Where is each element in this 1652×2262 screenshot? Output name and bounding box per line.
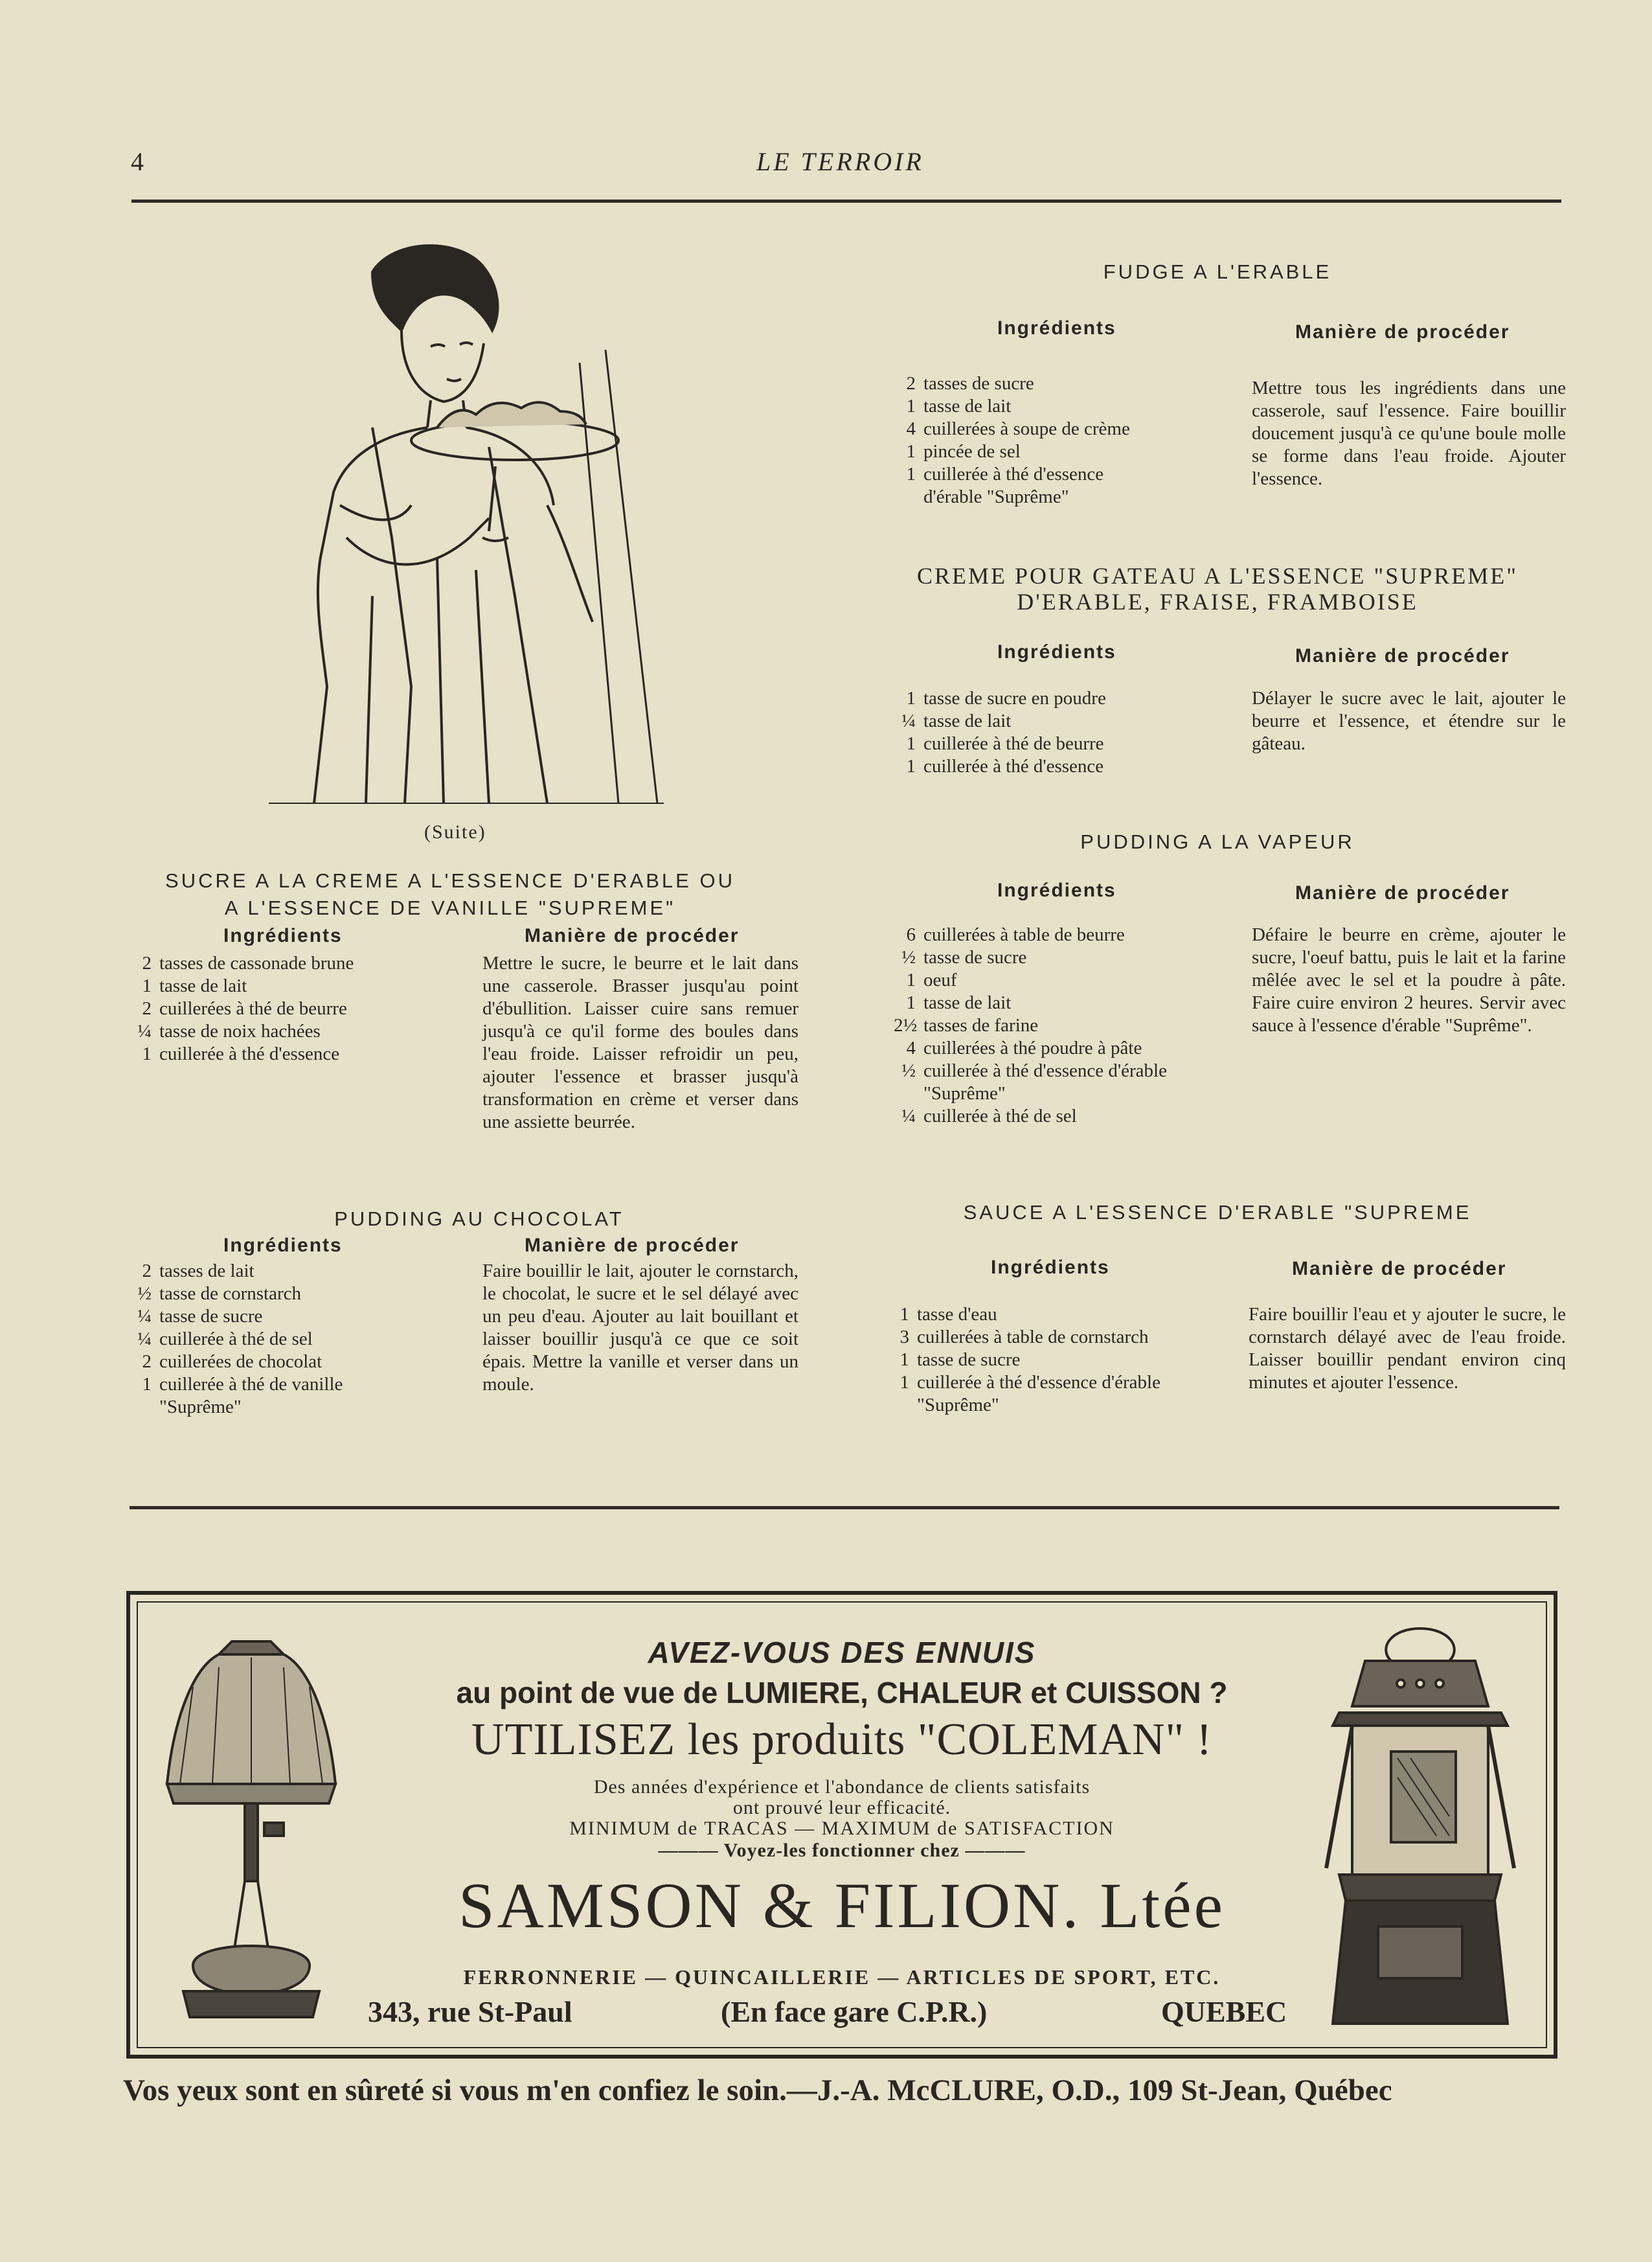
ingredient-quantity: 4 <box>906 1038 916 1058</box>
creme-ingredients-heading: Ingrédients <box>997 641 1116 663</box>
ingredient-item <box>894 924 1230 946</box>
chocolat-ingredients-heading: Ingrédients <box>223 1235 343 1256</box>
ingredient-text: oeuf <box>923 970 957 990</box>
ad-city: QUEBEC <box>1161 1995 1287 2028</box>
ingredient-item <box>894 992 1230 1014</box>
ingredient-item <box>894 395 1230 418</box>
ingredient-quantity: 1 <box>900 1372 909 1393</box>
chocolat-title: PUDDING AU CHOCOLAT <box>334 1207 624 1230</box>
ad-headline: AVEZ-VOUS DES ENNUIS <box>648 1636 1036 1669</box>
chocolat-method-heading: Manière de procéder <box>525 1235 740 1256</box>
ingredient-item <box>130 1020 466 1043</box>
ingredient-item <box>130 1396 466 1419</box>
ad-coleman-slogan: UTILISEZ les produits "COLEMAN" ! <box>471 1715 1212 1765</box>
ingredient-item <box>894 486 1230 508</box>
ingredient-quantity: 3 <box>900 1327 909 1347</box>
ingredient-item <box>887 1371 1217 1417</box>
ingredient-quantity: 4 <box>906 418 916 439</box>
sucre-ingredients-heading: Ingrédients <box>223 925 343 946</box>
ingredient-item <box>130 1351 466 1373</box>
ingredient-text: cuillerée à thé d'essence <box>923 464 1104 485</box>
fudge-method-text: Mettre tous les ingrédients dans une casserole, sauf l'essence. Faire bouillir doucement jusqu'à ce qu'une boule molle se forme dans l'eau froide. Ajouter l'essence. <box>1252 378 1566 489</box>
ingredient-item <box>887 1326 1217 1349</box>
ingredient-quantity: ½ <box>901 1060 916 1081</box>
chocolat-ingredient-list <box>130 1260 466 1419</box>
ingredient-item <box>887 1349 1217 1371</box>
vapeur-method-heading: Manière de procéder <box>1295 882 1510 904</box>
ad-subheadline: au point de vue de LUMIERE, CHALEUR et CUISSON ? <box>456 1676 1228 1709</box>
ingredient-quantity: 2 <box>142 998 152 1019</box>
ingredient-item <box>130 1328 466 1351</box>
ingredient-text: cuillerées à thé de beurre <box>159 998 347 1019</box>
sauce-method-text: Faire bouillir l'eau et y ajouter le sucre, le cornstarch délayé avec de l'eau froide. Laisser bouillir pendant environ cinq minutes et ajouter l'essence. <box>1249 1304 1566 1393</box>
ingredient-quantity: 1 <box>906 733 916 754</box>
ingredient-item <box>130 952 466 975</box>
ingredient-quantity: 1 <box>906 992 916 1013</box>
ingredient-text: tasses de cassonade brune <box>159 953 354 974</box>
ingredient-text: tasse de lait <box>923 711 1012 731</box>
ingredient-quantity: 1 <box>142 1044 152 1064</box>
vapeur-method-text: Défaire le beurre en crème, ajouter le sucre, l'oeuf battu, puis le lait et la farine mêlée avec le sel et la poudre à pâte. Faire cuire environ 2 heures. Servir avec sauce à l'essence d'érable "Suprême". <box>1252 924 1566 1036</box>
ingredient-text: tasses de farine <box>923 1015 1039 1036</box>
ingredient-text: cuillerée à thé d'essence <box>159 1044 340 1064</box>
sucre-method-heading: Manière de procéder <box>525 925 740 946</box>
creme-ingredient-list <box>894 687 1230 778</box>
fudge-ingredients-heading: Ingrédients <box>997 317 1116 339</box>
woman-with-tray-illustration <box>243 233 696 816</box>
ingredient-item <box>887 1303 1217 1326</box>
sauce-title: SAUCE A L'ESSENCE D'ERABLE "SUPREME <box>963 1201 1472 1224</box>
ad-trades: FERRONNERIE — QUINCAILLERIE — ARTICLES DE SPORT, ETC. <box>463 1965 1221 1989</box>
ingredient-quantity: 1 <box>906 970 916 990</box>
ingredient-text: tasse de sucre <box>159 1306 263 1327</box>
ad-voyez-label: Voyez-les fonctionner chez <box>723 1840 960 1861</box>
ingredient-item <box>894 710 1230 733</box>
fudge-method-heading: Manière de procéder <box>1295 321 1510 343</box>
fudge-title: FUDGE A L'ERABLE <box>1103 260 1332 283</box>
ingredient-quantity: 2 <box>142 1351 152 1372</box>
ingredient-item <box>894 969 1230 992</box>
ingredient-quantity: 1 <box>906 396 916 417</box>
ad-text-voyez <box>138 1840 1546 1862</box>
ingredient-item <box>894 1060 1230 1105</box>
ingredient-text: tasse de lait <box>923 992 1012 1013</box>
vapeur-title: PUDDING A LA VAPEUR <box>1080 830 1355 853</box>
ingredient-text: tasse de sucre en poudre <box>923 688 1106 709</box>
ingredient-text: tasses de lait <box>159 1261 255 1281</box>
fudge-ingredient-list <box>894 372 1230 508</box>
ingredient-quantity: 1 <box>906 464 916 485</box>
ingredient-quantity: 2 <box>906 373 916 394</box>
ingredient-quantity: 6 <box>906 924 916 945</box>
ingredient-text: cuillerée à thé d'essence d'érable "Suprême" <box>917 1372 1160 1415</box>
ingredient-item <box>894 1014 1230 1037</box>
page-number: 4 <box>131 147 144 176</box>
ingredient-item <box>894 946 1230 969</box>
ad-text-efficacite: ont prouvé leur efficacité. <box>732 1797 951 1818</box>
ingredient-item <box>130 1043 466 1066</box>
ingredient-text: cuillerées à table de beurre <box>923 924 1125 945</box>
illustration-caption: (Suite) <box>424 821 486 843</box>
ingredient-item <box>130 998 466 1020</box>
ingredient-text: cuillerées à thé poudre à pâte <box>923 1038 1142 1058</box>
vapeur-ingredients-heading: Ingrédients <box>997 880 1116 901</box>
ingredient-text: cuillerée à thé d'essence d'érable "Suprême" <box>923 1060 1167 1104</box>
ingredient-text: "Suprême" <box>159 1397 242 1417</box>
ingredient-text: cuillerées à soupe de crème <box>923 418 1130 439</box>
ingredient-item <box>130 975 466 998</box>
chocolat-method-text: Faire bouillir le lait, ajouter le cornstarch, le chocolat, le sucre et le sel délayé avec un peu d'eau. Ajouter au lait bouillant et laisser bouillir jusqu'à ce que ce soit épais. Mettre la vanille et verser dans un moule. <box>482 1261 798 1395</box>
ingredient-quantity: ½ <box>901 947 916 968</box>
ingredient-text: tasses de sucre <box>923 373 1034 394</box>
ingredient-quantity: 1 <box>900 1304 909 1325</box>
ad-location: (En face gare C.P.R.) <box>721 1995 988 2028</box>
ingredient-item <box>894 755 1230 778</box>
ad-dash-left: ——— <box>658 1840 719 1861</box>
ingredient-text: cuillerée à thé de beurre <box>923 733 1104 754</box>
sucre-ingredient-list <box>130 952 466 1066</box>
ingredient-text: tasse de sucre <box>917 1349 1021 1370</box>
ingredient-text: cuillerées de chocolat <box>159 1351 322 1372</box>
ingredient-item <box>894 440 1230 463</box>
ad-inner-frame <box>137 1601 1547 2048</box>
ingredient-text: cuillerée à thé de sel <box>159 1329 313 1349</box>
creme-method-heading: Manière de procéder <box>1295 645 1510 667</box>
journal-title: LE TERROIR <box>756 147 924 176</box>
ingredient-quantity: ¼ <box>137 1306 152 1327</box>
ingredient-text: tasse d'eau <box>917 1304 997 1325</box>
ingredient-quantity: ½ <box>137 1283 152 1304</box>
section-rule <box>130 1506 1559 1509</box>
creme-title-line1: CREME POUR GATEAU A L'ESSENCE "SUPREME" <box>917 563 1518 589</box>
sucre-method-text: Mettre le sucre, le beurre et le lait dans une casserole. Brasser jusqu'au point d'ébullition. Laisser cuire sans remuer jusqu'à ce qu'il forme des boules dans l'eau froide. Laisser refroidir un peu, ajouter l'essence et brasser jusqu'à transformation en crème et verser dans une assiette beurrée. <box>482 953 798 1132</box>
ingredient-quantity: 1 <box>906 441 916 462</box>
ingredient-text: tasse de noix hachées <box>159 1021 321 1042</box>
header-rule <box>131 200 1561 203</box>
ingredient-text: cuillerée à thé de sel <box>923 1106 1077 1126</box>
ad-dash-right: ——— <box>965 1840 1026 1861</box>
ingredient-text: tasse de sucre <box>923 947 1027 968</box>
ingredient-quantity: 1 <box>900 1349 909 1370</box>
sauce-method-heading: Manière de procéder <box>1292 1258 1507 1279</box>
vapeur-ingredient-list <box>894 924 1230 1128</box>
ad-company-name: SAMSON & FILION. Ltée <box>458 1869 1225 1941</box>
ingredient-item <box>894 1105 1230 1128</box>
ingredient-item <box>894 463 1230 486</box>
ingredient-text: tasse de lait <box>159 976 247 996</box>
ingredient-item <box>894 418 1230 440</box>
ingredient-quantity: ¼ <box>137 1021 152 1042</box>
ad-text-experience: Des années d'expérience et l'abondance de clients satisfaits <box>593 1776 1091 1798</box>
ingredient-quantity: 1 <box>906 688 916 709</box>
sauce-ingredient-list <box>887 1303 1217 1417</box>
ingredient-quantity: ¼ <box>901 711 916 731</box>
ingredient-item <box>894 733 1230 755</box>
ingredient-item <box>894 1037 1230 1060</box>
ingredient-quantity: 2½ <box>894 1015 918 1036</box>
ingredient-item <box>894 687 1230 710</box>
ingredient-quantity <box>894 486 916 508</box>
ingredient-quantity: ¼ <box>901 1106 916 1126</box>
ingredient-text: pincée de sel <box>923 441 1021 462</box>
sauce-ingredients-heading: Ingrédients <box>991 1257 1110 1278</box>
ingredient-item <box>130 1373 466 1396</box>
ingredient-quantity: 2 <box>142 953 152 974</box>
sucre-title-line2: A L'ESSENCE DE VANILLE "SUPREME" <box>224 897 676 919</box>
ingredient-item <box>894 372 1230 395</box>
ingredient-quantity: 1 <box>142 976 152 996</box>
ingredient-text: d'érable "Suprême" <box>923 486 1069 507</box>
ingredient-item <box>130 1260 466 1283</box>
ingredient-item <box>130 1283 466 1305</box>
ingredient-text: tasse de lait <box>923 396 1012 417</box>
footer-notice: Vos yeux sont en sûreté si vous m'en confiez le soin.—J.-A. McCLURE, O.D., 109 St-Jean, Québec <box>123 2074 1392 2107</box>
ingredient-text: tasse de cornstarch <box>159 1283 302 1304</box>
ingredient-item <box>130 1305 466 1328</box>
creme-title-line2: D'ERABLE, FRAISE, FRAMBOISE <box>1017 589 1418 615</box>
ad-text-minimum-maximum: MINIMUM de TRACAS — MAXIMUM de SATISFACTION <box>569 1818 1115 1839</box>
ingredient-quantity: 1 <box>142 1374 152 1395</box>
ingredient-quantity: ¼ <box>137 1329 152 1349</box>
ingredient-quantity: 2 <box>142 1261 152 1281</box>
ingredient-text: cuillerées à table de cornstarch <box>917 1327 1149 1347</box>
ad-address: 343, rue St-Paul <box>368 1995 572 2028</box>
creme-method-text: Délayer le sucre avec le lait, ajouter le beurre et l'essence, et étendre sur le gâteau. <box>1252 688 1566 754</box>
sucre-title-line1: SUCRE A LA CREME A L'ESSENCE D'ERABLE OU <box>165 869 735 892</box>
ingredient-text: cuillerée à thé d'essence <box>923 756 1104 777</box>
ingredient-quantity <box>130 1396 152 1419</box>
ingredient-quantity: 1 <box>906 756 916 777</box>
ingredient-text: cuillerée à thé de vanille <box>159 1374 343 1395</box>
coleman-advertisement <box>126 1591 1557 2059</box>
